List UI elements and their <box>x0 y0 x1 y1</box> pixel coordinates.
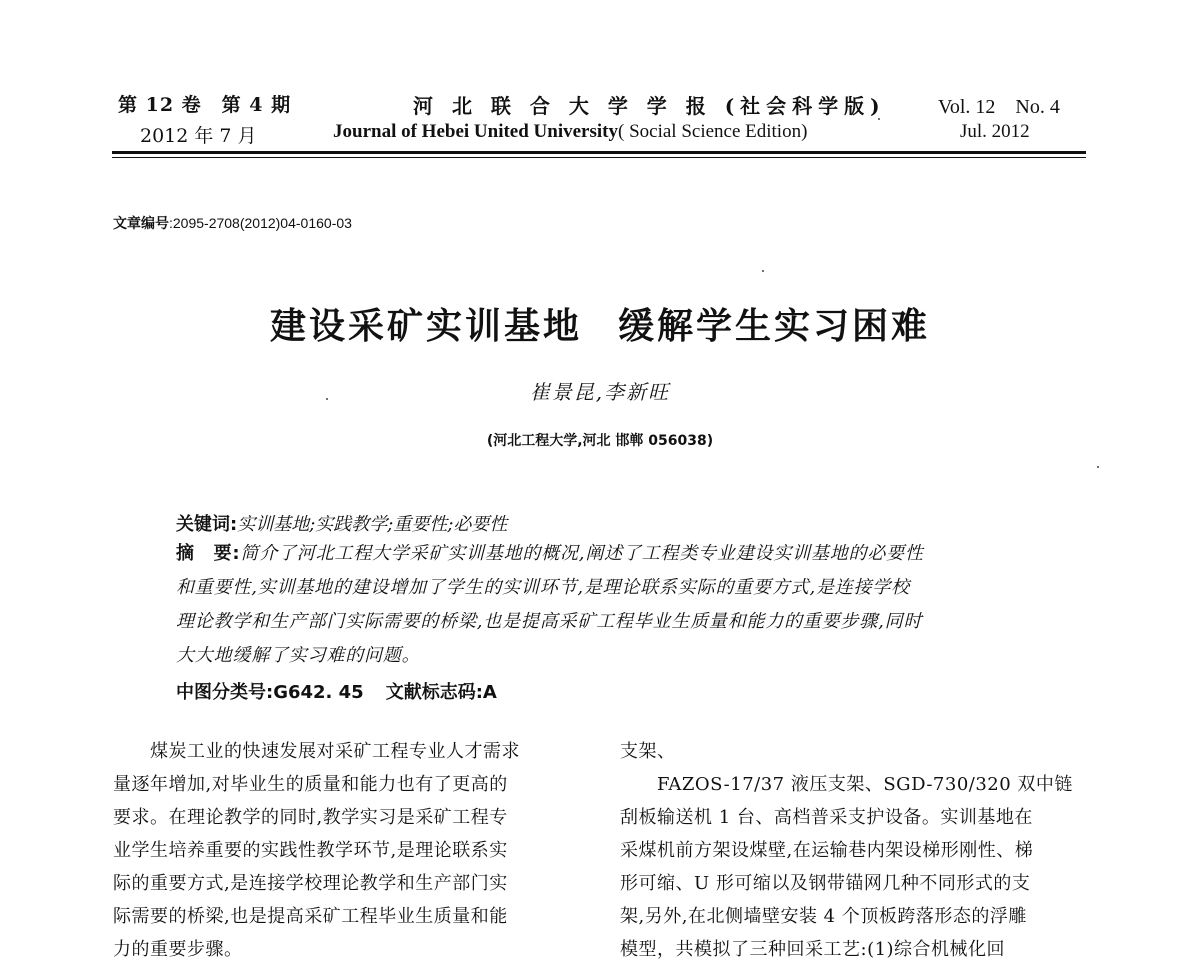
body-line: FAZOS-17/37 液压支架、SGD-730/320 双中链 <box>620 774 1073 795</box>
journal-title-en-name: Journal of Hebei United University <box>333 121 618 142</box>
clc-label: 中图分类号: <box>176 682 274 703</box>
date-cn: 2012 年 7 月 <box>140 125 257 147</box>
body-line: 煤炭工业的快速发展对采矿工程专业人才需求 <box>113 741 520 762</box>
scan-speck <box>1097 466 1099 468</box>
journal-title-cn: 河 北 联 合 大 学 学 报 (社会科学版) <box>413 94 886 118</box>
body-line: 采煤机前方架设煤壁,在运输巷内架设梯形刚性、梯 <box>620 840 1034 861</box>
body-line: 形可缩、U 形可缩以及钢带锚网几种不同形式的支 <box>620 873 1031 894</box>
scan-speck <box>878 118 880 120</box>
body-line: 业学生培养重要的实践性教学环节,是理论联系实 <box>113 840 508 861</box>
body-line: 架,另外,在北侧墙壁安装 4 个顶板跨落形态的浮雕 <box>620 906 1027 927</box>
keywords <box>176 510 507 536</box>
body-line: 支架、 <box>620 741 676 762</box>
abstract-line: 大大地缓解了实习难的问题。 <box>176 645 421 666</box>
abstract-label: 摘 要: <box>176 543 241 564</box>
header-rule-thin <box>112 157 1086 158</box>
date-en: Jul. 2012 <box>960 121 1030 142</box>
article-title <box>0 298 1200 349</box>
abstract-line-text: 简介了河北工程大学采矿实训基地的概况,阐述了工程类专业建设实训基地的必要性 <box>240 543 924 564</box>
abstract-line: 和重要性,实训基地的建设增加了学生的实训环节,是理论联系实际的重要方式,是连接学校 <box>176 577 910 598</box>
body-column-right <box>620 740 1098 971</box>
clc-value: G642. 45 <box>273 682 364 703</box>
scan-speck <box>762 270 764 272</box>
article-number-label: 文章编号 <box>113 215 169 231</box>
body-line: 量逐年增加,对毕业生的质量和能力也有了更高的 <box>113 774 508 795</box>
header-rule-thick <box>112 151 1086 154</box>
doc-code-label: 文献标志码: <box>385 682 483 703</box>
volume-issue-cn: 第 12 卷 第 4 期 <box>118 94 292 116</box>
article-number <box>113 213 352 233</box>
classification <box>176 678 497 704</box>
article-title-part2: 缓解学生实习困难 <box>618 306 931 347</box>
authors: 崔景昆,李新旺 <box>529 380 671 404</box>
article-title-part1: 建设采矿实训基地 <box>269 306 582 347</box>
body-line: 要求。在理论教学的同时,教学实习是采矿工程专 <box>113 807 508 828</box>
body-line: 际需要的桥梁,也是提高采矿工程毕业生质量和能 <box>113 906 508 927</box>
scan-speck <box>326 398 328 400</box>
volume-issue-en: Vol. 12 No. 4 <box>938 96 1060 118</box>
body-column-left <box>113 740 591 971</box>
journal-title-en-edition: ( Social Science Edition) <box>618 121 808 142</box>
keywords-value: 实训基地;实践教学;重要性;必要性 <box>237 514 508 535</box>
body-line: 刮板输送机 1 台、高档普采支护设备。实训基地在 <box>620 807 1033 828</box>
abstract-line <box>176 542 1036 576</box>
doc-code-value: A <box>482 682 497 703</box>
body-line: 模型，共模拟了三种回采工艺:(1)综合机械化回 <box>620 939 1006 960</box>
body-line: 际的重要方式,是连接学校理论教学和生产部门实 <box>113 873 508 894</box>
body-line: 力的重要步骤。 <box>113 939 243 960</box>
keywords-label: 关键词: <box>176 514 238 535</box>
affiliation: (河北工程大学,河北 邯郸 056038) <box>486 433 714 449</box>
article-number-value: :2095-2708(2012)04-0160-03 <box>169 215 352 231</box>
abstract-line: 理论教学和生产部门实际需要的桥梁,也是提高采矿工程毕业生质量和能力的重要步骤,同时 <box>176 611 923 632</box>
journal-title-en <box>333 121 807 143</box>
abstract <box>176 542 1036 678</box>
